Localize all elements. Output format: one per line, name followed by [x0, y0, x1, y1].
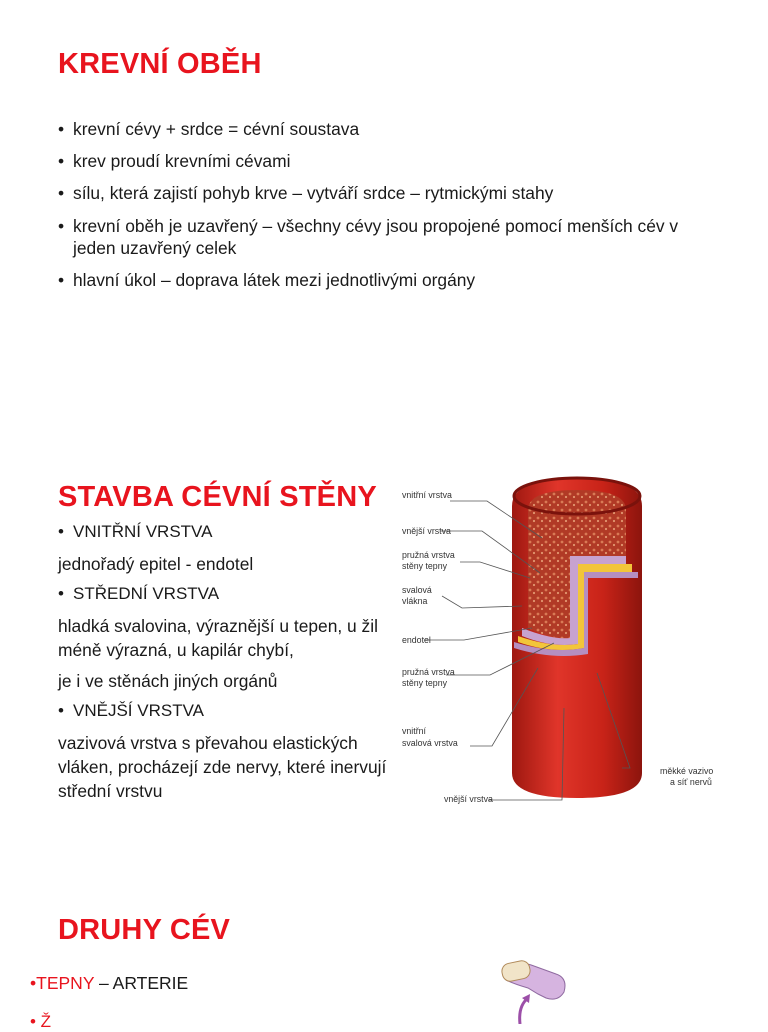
bullet-item: • krevní oběh je uzavřený – všechny cévy jsou propojené pomocí menších cév v jeden uzavřený celek — [58, 215, 698, 260]
bullet-dot: • — [30, 973, 37, 993]
artery-wall-diagram — [392, 468, 737, 818]
vessel-wall-description — [58, 521, 388, 810]
outer-layer-heading: • VNĚJŠÍ VRSTVA — [58, 700, 388, 722]
cut-off-next-bullet: • Ž — [30, 1012, 52, 1031]
label-svalova: svalová — [402, 585, 432, 595]
label-pruzna-vrstva-1: pružná vrstva — [402, 550, 455, 560]
label-endotel: endotel — [402, 635, 431, 645]
bullet-item: • hlavní úkol – doprava látek mezi jednotlivými orgány — [58, 269, 698, 292]
middle-layer-text: hladká svalovina, výraznější u tepen, u žil méně výrazná, u kapilár chybí, — [58, 616, 378, 660]
label-vnitrni: vnitřní — [402, 726, 426, 736]
inner-layer-text: jednořadý epitel - endotel — [58, 554, 254, 574]
label-pruzna-vrstva-2: pružná vrstva — [402, 667, 455, 677]
label-steny-tepny-1: stěny tepny — [402, 561, 447, 571]
tepny-label: TEPNY — [36, 973, 95, 993]
vessel-type-item — [30, 972, 188, 994]
label-vnejsi-vrstva-bottom: vnější vrstva — [444, 794, 493, 804]
krevni-obeh-bullet-list — [58, 118, 698, 301]
section-title-stavba-cevni-steny: STAVBA CÉVNÍ STĚNY — [58, 481, 377, 513]
bullet-item: • krevní cévy + srdce = cévní soustava — [58, 118, 698, 141]
middle-layer-heading: • STŘEDNÍ VRSTVA — [58, 583, 388, 605]
label-mekke-vazivo: měkké vazivo — [660, 766, 714, 776]
label-vlakna: vlákna — [402, 596, 428, 606]
label-vnejsi-vrstva: vnější vrstva — [402, 526, 451, 536]
section-title-druhy-cev: DRUHY CÉV — [58, 914, 231, 946]
bullet-item: • sílu, která zajistí pohyb krve – vytváří srdce – rytmickými stahy — [58, 182, 698, 205]
label-sit-nervu: a síť nervů — [670, 777, 712, 787]
vessel-illustration-icon — [494, 954, 574, 1024]
label-svalova-vrstva: svalová vrstva — [402, 738, 458, 748]
label-vnitrni-vrstva: vnitřní vrstva — [402, 490, 452, 500]
section-title-krevni-obeh: KREVNÍ OBĚH — [58, 48, 262, 80]
label-steny-tepny-2: stěny tepny — [402, 678, 447, 688]
bullet-item: • krev proudí krevními cévami — [58, 150, 698, 173]
middle-layer-text-2: je i ve stěnách jiných orgánů — [58, 671, 278, 691]
arterie-label: – ARTERIE — [94, 973, 189, 993]
inner-layer-heading: • VNITŘNÍ VRSTVA — [58, 521, 388, 543]
outer-layer-text: vazivová vrstva s převahou elastických vláken, procházejí zde nervy, které inervují střední vrstvu — [58, 733, 387, 801]
